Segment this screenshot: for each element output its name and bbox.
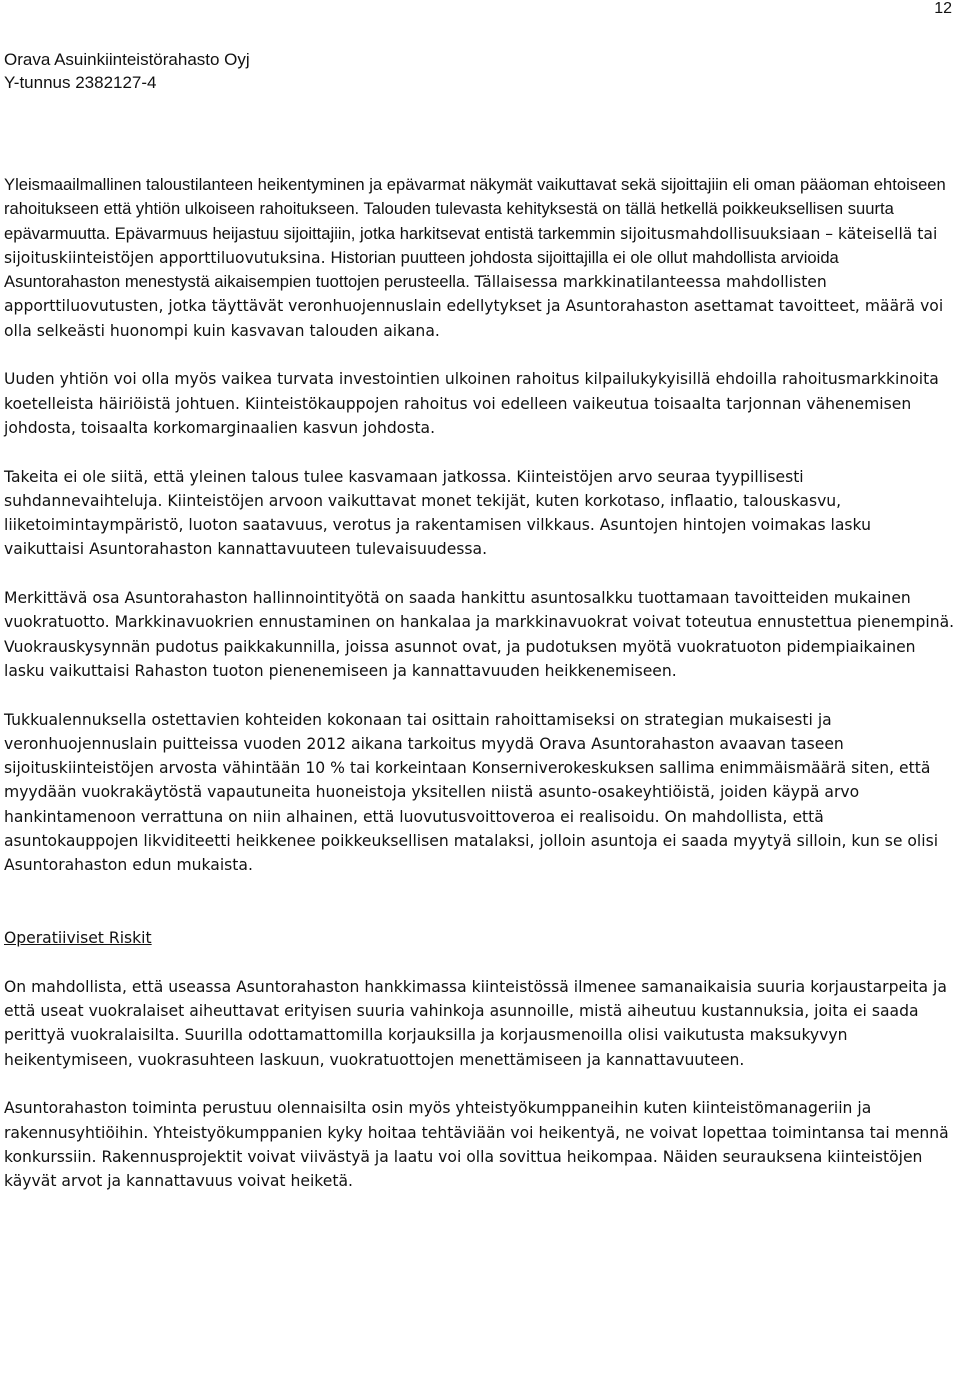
paragraph-segment: Historian puutteen johdosta sijoittajilla ei ole ollut mahdollista arvioida Asuntorahaston menestystä aikaisempien tuottojen perusteella. xyxy=(4,247,839,292)
paragraph-rental-yield: Merkittävä osa Asuntorahaston hallinnointityötä on saada hankittu asuntosalkku tuottamaan tavoitteiden mukainen vuokratuotto. Markkinavuokrien ennustaminen on hankalaa ja markkinavuokrat voivat toteutua ennustettua pienempinä. Vuokrauskysynnän pudotus paikkakunnilla, joissa asunnot ovat, ja pudotuksen myötä vuokratuoton pidempiaikainen lasku vaikuttaisi Rahaston tuoton pienenemiseen ja kannattavuuden heikkenemiseen. xyxy=(4,589,955,680)
paragraph-repair-needs: On mahdollista, että useassa Asuntorahaston hankkimassa kiinteistössä ilmenee samanaikaisia suuria korjaustarpeita ja että useat vuokralaiset aiheuttavat erityisen suuria vahinkoja asunnoille, mistä aiheutuu kustannuksia, joita ei saada perittyä vuokralaisilta. Suurilla odottamattomilla korjauksilla ja korjausmenoilla olisi vaikutusta maksukyvyn heikentymiseen, vuokrasuhteen laskuun, vuokratuottojen menettämiseen ja kannattavuuteen. xyxy=(4,977,947,1069)
document-header xyxy=(4,48,250,94)
paragraph-segment: sijoitusmahdollisuuksiaan – käteisellä tai sijoituskiinteistöjen apporttiluovutuksina. xyxy=(4,224,938,267)
section-heading-operational-risks: Operatiiviset Riskit xyxy=(4,929,152,948)
paragraph-segment: Tällaisessa markkinatilanteessa mahdollisten apporttiluovutusten, jotka täyttävät veronhuojennuslain edellytykset ja Asuntorahaston asettamat tavoitteet, määrä voi olla selkeästi huonompi kuin kasvavan talouden aikana. xyxy=(4,273,944,340)
paragraph-partners: Asuntorahaston toiminta perustuu olennaisilta osin myös yhteistyökumppaneihin kuten kiinteistömanageriin ja rakennusyhtiöihin. Yhteistyökumppanien kyky hoitaa tehtäviään voi heikentyä, ne voivat lopettaa toimintansa tai mennä konkurssiin. Rakennusprojektit voivat viivästyä ja laatu voi olla sovittua heikompaa. Näiden seurauksena kiinteistöjen käyvät arvot ja kannattavuus voivat heiketä. xyxy=(4,1099,949,1191)
paragraph-segment: Yleismaailmallinen taloustilanteen heikentyminen ja epävarmat näkymät vaikuttavat sekä sijoittajiin eli oman pääoman ehtoiseen rahoitukseen että yhtiön ulkoiseen rahoitukseen. Talouden tulevasta kehityksestä on tällä hetkellä poikkeuksellisen suurta epävarmuutta. Epävarmuus heijastuu sijoittajiin, jotka harkitsevat entistä tarkemmin xyxy=(4,175,946,243)
document-body xyxy=(4,173,956,1218)
paragraph-apartment-sales: Tukkualennuksella ostettavien kohteiden kokonaan tai osittain rahoittamiseksi on strategian mukaisesti ja veronhuojennuslain puitteissa vuoden 2012 aikana tarkoitus myydä Orava Asuntorahaston avaavan taseen sijoituskiinteistöjen arvosta vähintään 10 % tai korkeintaan Konserniverokeskuksen sallima enimmäismäärä siten, että myydään vuokrakäytöstä vapautuneita huoneistoja yksitellen niistä asunto-osakeyhtiöistä, joiden käypä arvo hankintamenoon verrattuna on niin alhainen, että luovutusvoittoveroa ei realisoidu. On mahdollista, että asuntokauppojen likviditeetti heikkenee poikkeuksellisen matalaksi, jolloin asuntoja ei saada myytyä silloin, kun se olisi Asuntorahaston edun mukaista. xyxy=(4,710,939,875)
business-id: Y-tunnus 2382127-4 xyxy=(4,73,157,92)
paragraph-general-economy: Takeita ei ole siitä, että yleinen talous tulee kasvamaan jatkossa. Kiinteistöjen arvo seuraa tyypillisesti suhdannevaihteluja. Kiinteistöjen arvoon vaikuttavat monet tekijät, kuten korkotaso, inflaatio, talouskasvu, liiketoimintaympäristö, luoton saatavuus, verotus ja rakentamisen vilkkaus. Asuntojen hintojen voimakas lasku vaikuttaisi Asuntorahaston kannattavuuteen tulevaisuudessa. xyxy=(4,467,871,559)
page-number: 12 xyxy=(934,0,952,17)
paragraph-economic-uncertainty xyxy=(4,173,956,343)
company-name: Orava Asuinkiinteistörahasto Oyj xyxy=(4,50,250,69)
paragraph-external-financing: Uuden yhtiön voi olla myös vaikea turvata investointien ulkoinen rahoitus kilpailukykyisillä ehdoilla rahoitusmarkkinoita koetelleista häiriöistä johtuen. Kiinteistökauppojen rahoitus voi edelleen vaikeutua toisaalta tarjonnan vähenemisen johdosta, toisaalta korkomarginaalien kasvun johdosta. xyxy=(4,370,939,437)
